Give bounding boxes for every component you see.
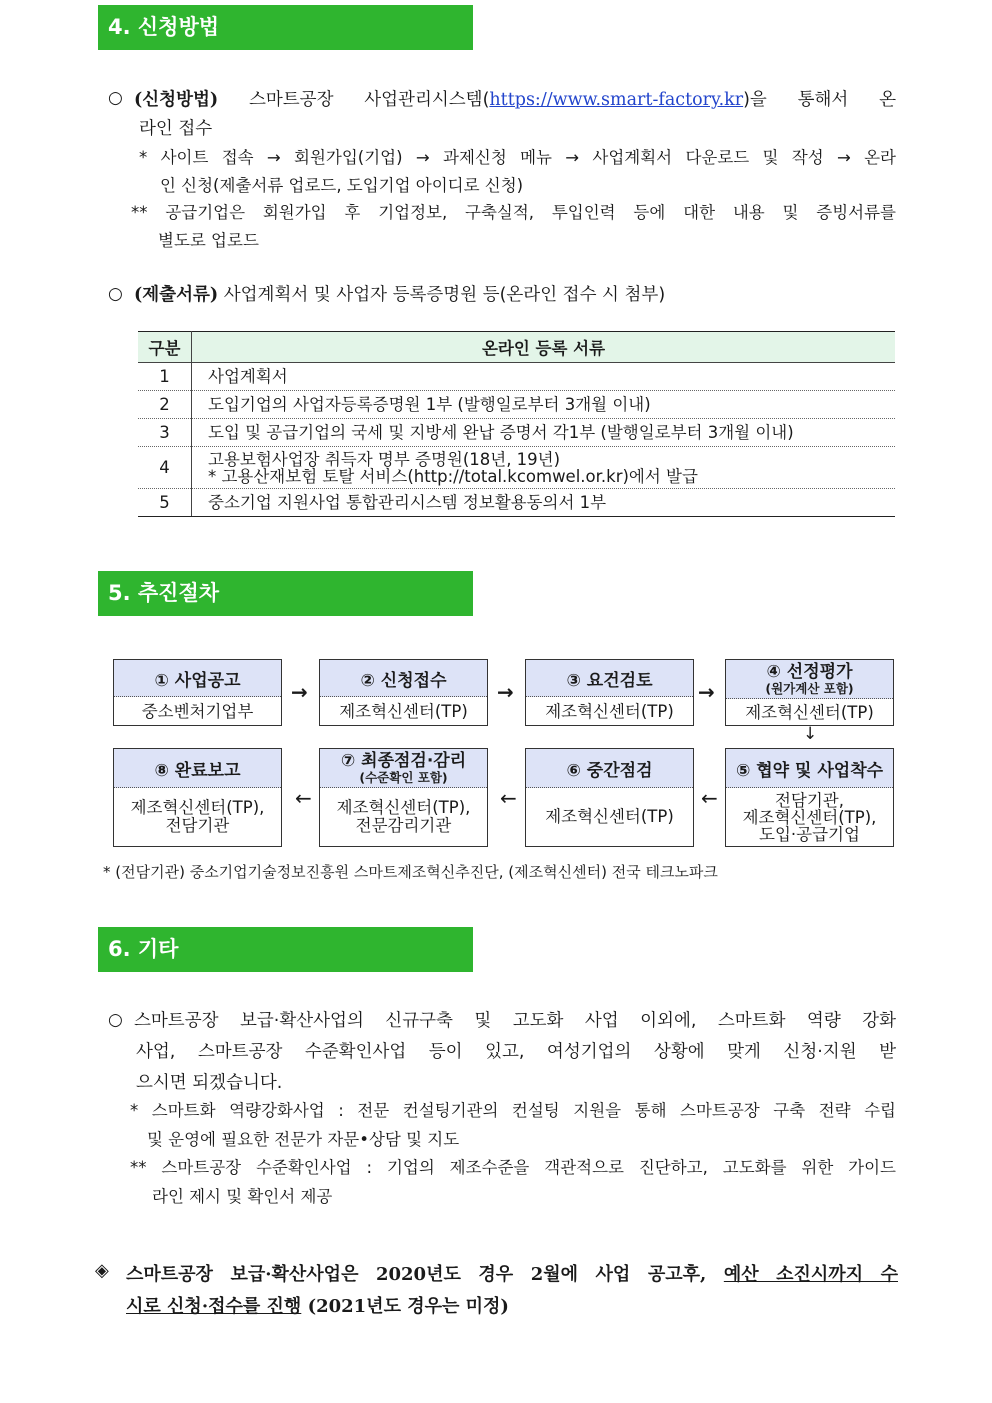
step-title: ③ 요건검토 [526,660,693,697]
step-org-wrap [114,788,281,846]
step-5-box [725,748,894,847]
table-row [138,489,895,517]
step-subtitle: (원가계산 포함) [765,681,854,696]
step-title: ② 신청접수 [320,660,487,697]
notice-text: 스마트공장 보급·확산사업은 2020년도 경우 2월에 사업 공고후, [126,1264,724,1285]
step-subtitle: (수준확인 포함) [359,770,448,785]
arrow-left-icon: ← [701,786,718,810]
arrow-right-icon: → [497,680,514,704]
table-header-category: 구분 [138,332,192,363]
step-title-wrap [726,660,893,699]
arrow-down-icon: ↓ [803,724,818,744]
step-org: 전담기관, [774,790,844,810]
arrow-right-icon: → [698,680,715,704]
step-title: ⑦ 최종점검·감리 [340,751,467,771]
row-text: 고용보험사업장 취득자 명부 증명원(18년, 19년) [208,449,561,469]
step-7-box [319,748,488,847]
step-2-box [319,659,488,726]
step-org2: 전문감리기관 [355,816,452,835]
notice-diamond-icon: ◈ [95,1260,109,1281]
method-note2-line1: ** 공급기업은 회원가입 후 기업정보, 구축실적, 투입인력 등에 대한 내용 및 증빙서류를 [131,203,896,222]
table-row [138,363,895,391]
row-text-multi [192,447,896,489]
method-line1 [134,86,896,111]
step-org-wrap [320,788,487,846]
step-title-wrap [320,749,487,788]
row-subtext: * 고용산재보험 토탈 서비스(http://total.kcomwel.or.kr)에서 발급 [208,466,698,486]
section5-header: 5. 추진절차 [98,571,473,616]
table-header-documents: 온라인 등록 서류 [192,332,896,363]
step-title: ⑤ 협약 및 사업착수 [726,749,893,788]
row-text: 사업계획서 [192,363,896,391]
step-title: ⑥ 중간점검 [526,749,693,788]
step-org: 제조혁신센터(TP) [745,702,874,722]
step-3-box [525,659,694,726]
flow-footnote: * (전담기관) 중소기업기술정보진흥원 스마트제조혁신추진단, (제조혁신센터) 전국 테크노파크 [103,863,718,881]
table-row [138,419,895,447]
method-text-before: 스마트공장 사업관리시스템( [218,90,490,110]
row-num: 2 [138,391,192,419]
notice-line1 [126,1260,898,1286]
row-num: 1 [138,363,192,391]
row-text: 도입 및 공급기업의 국세 및 지방세 완납 증명서 각1부 (발행일로부터 3개월 이내) [192,419,896,447]
step-4-box [725,659,894,726]
method-bullet: ○ [108,88,123,108]
notice-underlined: 예산 소진시까지 수 [723,1264,898,1285]
row-num: 4 [138,447,192,489]
docs-line [134,281,665,306]
other-line3: 으시면 되겠습니다. [136,1073,283,1093]
section6-header: 6. 기타 [98,927,473,972]
step-1-box [113,659,282,726]
table-row [138,391,895,419]
step-org2: 전담기관 [165,816,230,835]
row-num: 3 [138,419,192,447]
table-header-row [138,332,895,363]
step-org2: 제조혁신센터(TP), [742,807,877,827]
documents-table [138,331,895,517]
other-line2: 사업, 스마트공장 수준확인사업 등이 있고, 여성기업의 상황에 맞게 신청·지원 받 [136,1042,896,1062]
step-org: 제조혁신센터(TP) [339,701,468,721]
method-line2: 라인 접수 [139,119,213,139]
other-bullet: ○ [108,1010,123,1030]
method-label: (신청방법) [134,90,219,110]
step-org3: 도입·공급기업 [759,824,860,844]
row-num: 5 [138,489,192,517]
method-note1-line2: 인 신청(제출서류 업로드, 도입기업 아이디로 신청) [160,176,524,195]
step-title: ⑧ 완료보고 [114,749,281,788]
arrow-left-icon: ← [500,786,517,810]
docs-bullet: ○ [108,284,123,304]
step-org: 제조혁신센터(TP), [130,798,265,817]
other-note2-line2: 라인 제시 및 확인서 제공 [152,1187,333,1206]
step-title: ④ 선정평가 [766,662,853,682]
other-note2-line1: ** 스마트공장 수준확인사업 : 기업의 제조수준을 객관적으로 진단하고, 고도화를 위한 가이드 [130,1158,896,1177]
notice-text: (2021년도 경우는 미정) [301,1296,509,1317]
section4-header: 4. 신청방법 [98,5,473,50]
other-line1: 스마트공장 보급·확산사업의 신규구축 및 고도화 사업 이외에, 스마트화 역량 강화 [134,1011,896,1031]
docs-text: 사업계획서 및 사업자 등록증명원 등(온라인 접수 시 첨부) [218,285,666,305]
arrow-left-icon: ← [295,786,312,810]
step-org: 제조혁신센터(TP), [336,798,471,817]
step-title: ① 사업공고 [114,660,281,697]
step-org: 제조혁신센터(TP) [545,807,674,826]
step-6-box [525,748,694,847]
other-note1-line1: * 스마트화 역량강화사업 : 전문 컨설팅기관의 컨설팅 지원을 통해 스마트공장 구축 전략 수립 [130,1101,896,1120]
step-org: 중소벤처기업부 [141,701,254,721]
row-text: 도입기업의 사업자등록증명원 1부 (발행일로부터 3개월 이내) [192,391,896,419]
step-org: 제조혁신센터(TP) [545,701,674,721]
notice-underlined: 시로 신청·접수를 진행 [126,1296,302,1317]
notice-line2 [126,1292,509,1318]
docs-label: (제출서류) [134,285,219,305]
method-note2-line2: 별도로 업로드 [158,231,259,250]
step-org-wrap [726,788,893,846]
smart-factory-link[interactable]: https://www.smart-factory.kr [489,90,744,110]
other-note1-line2: 및 운영에 필요한 전문가 자문•상담 및 지도 [147,1130,460,1149]
method-text-after: )을 통해서 온 [743,90,896,110]
table-row [138,447,895,489]
method-note1-line1: * 사이트 접속 → 회원가입(기업) → 과제신청 메뉴 → 사업계획서 다운로드 및 작성 → 온라 [139,148,896,167]
arrow-right-icon: → [291,680,308,704]
row-text: 중소기업 지원사업 통합관리시스템 정보활용동의서 1부 [192,489,896,517]
step-8-box [113,748,282,847]
